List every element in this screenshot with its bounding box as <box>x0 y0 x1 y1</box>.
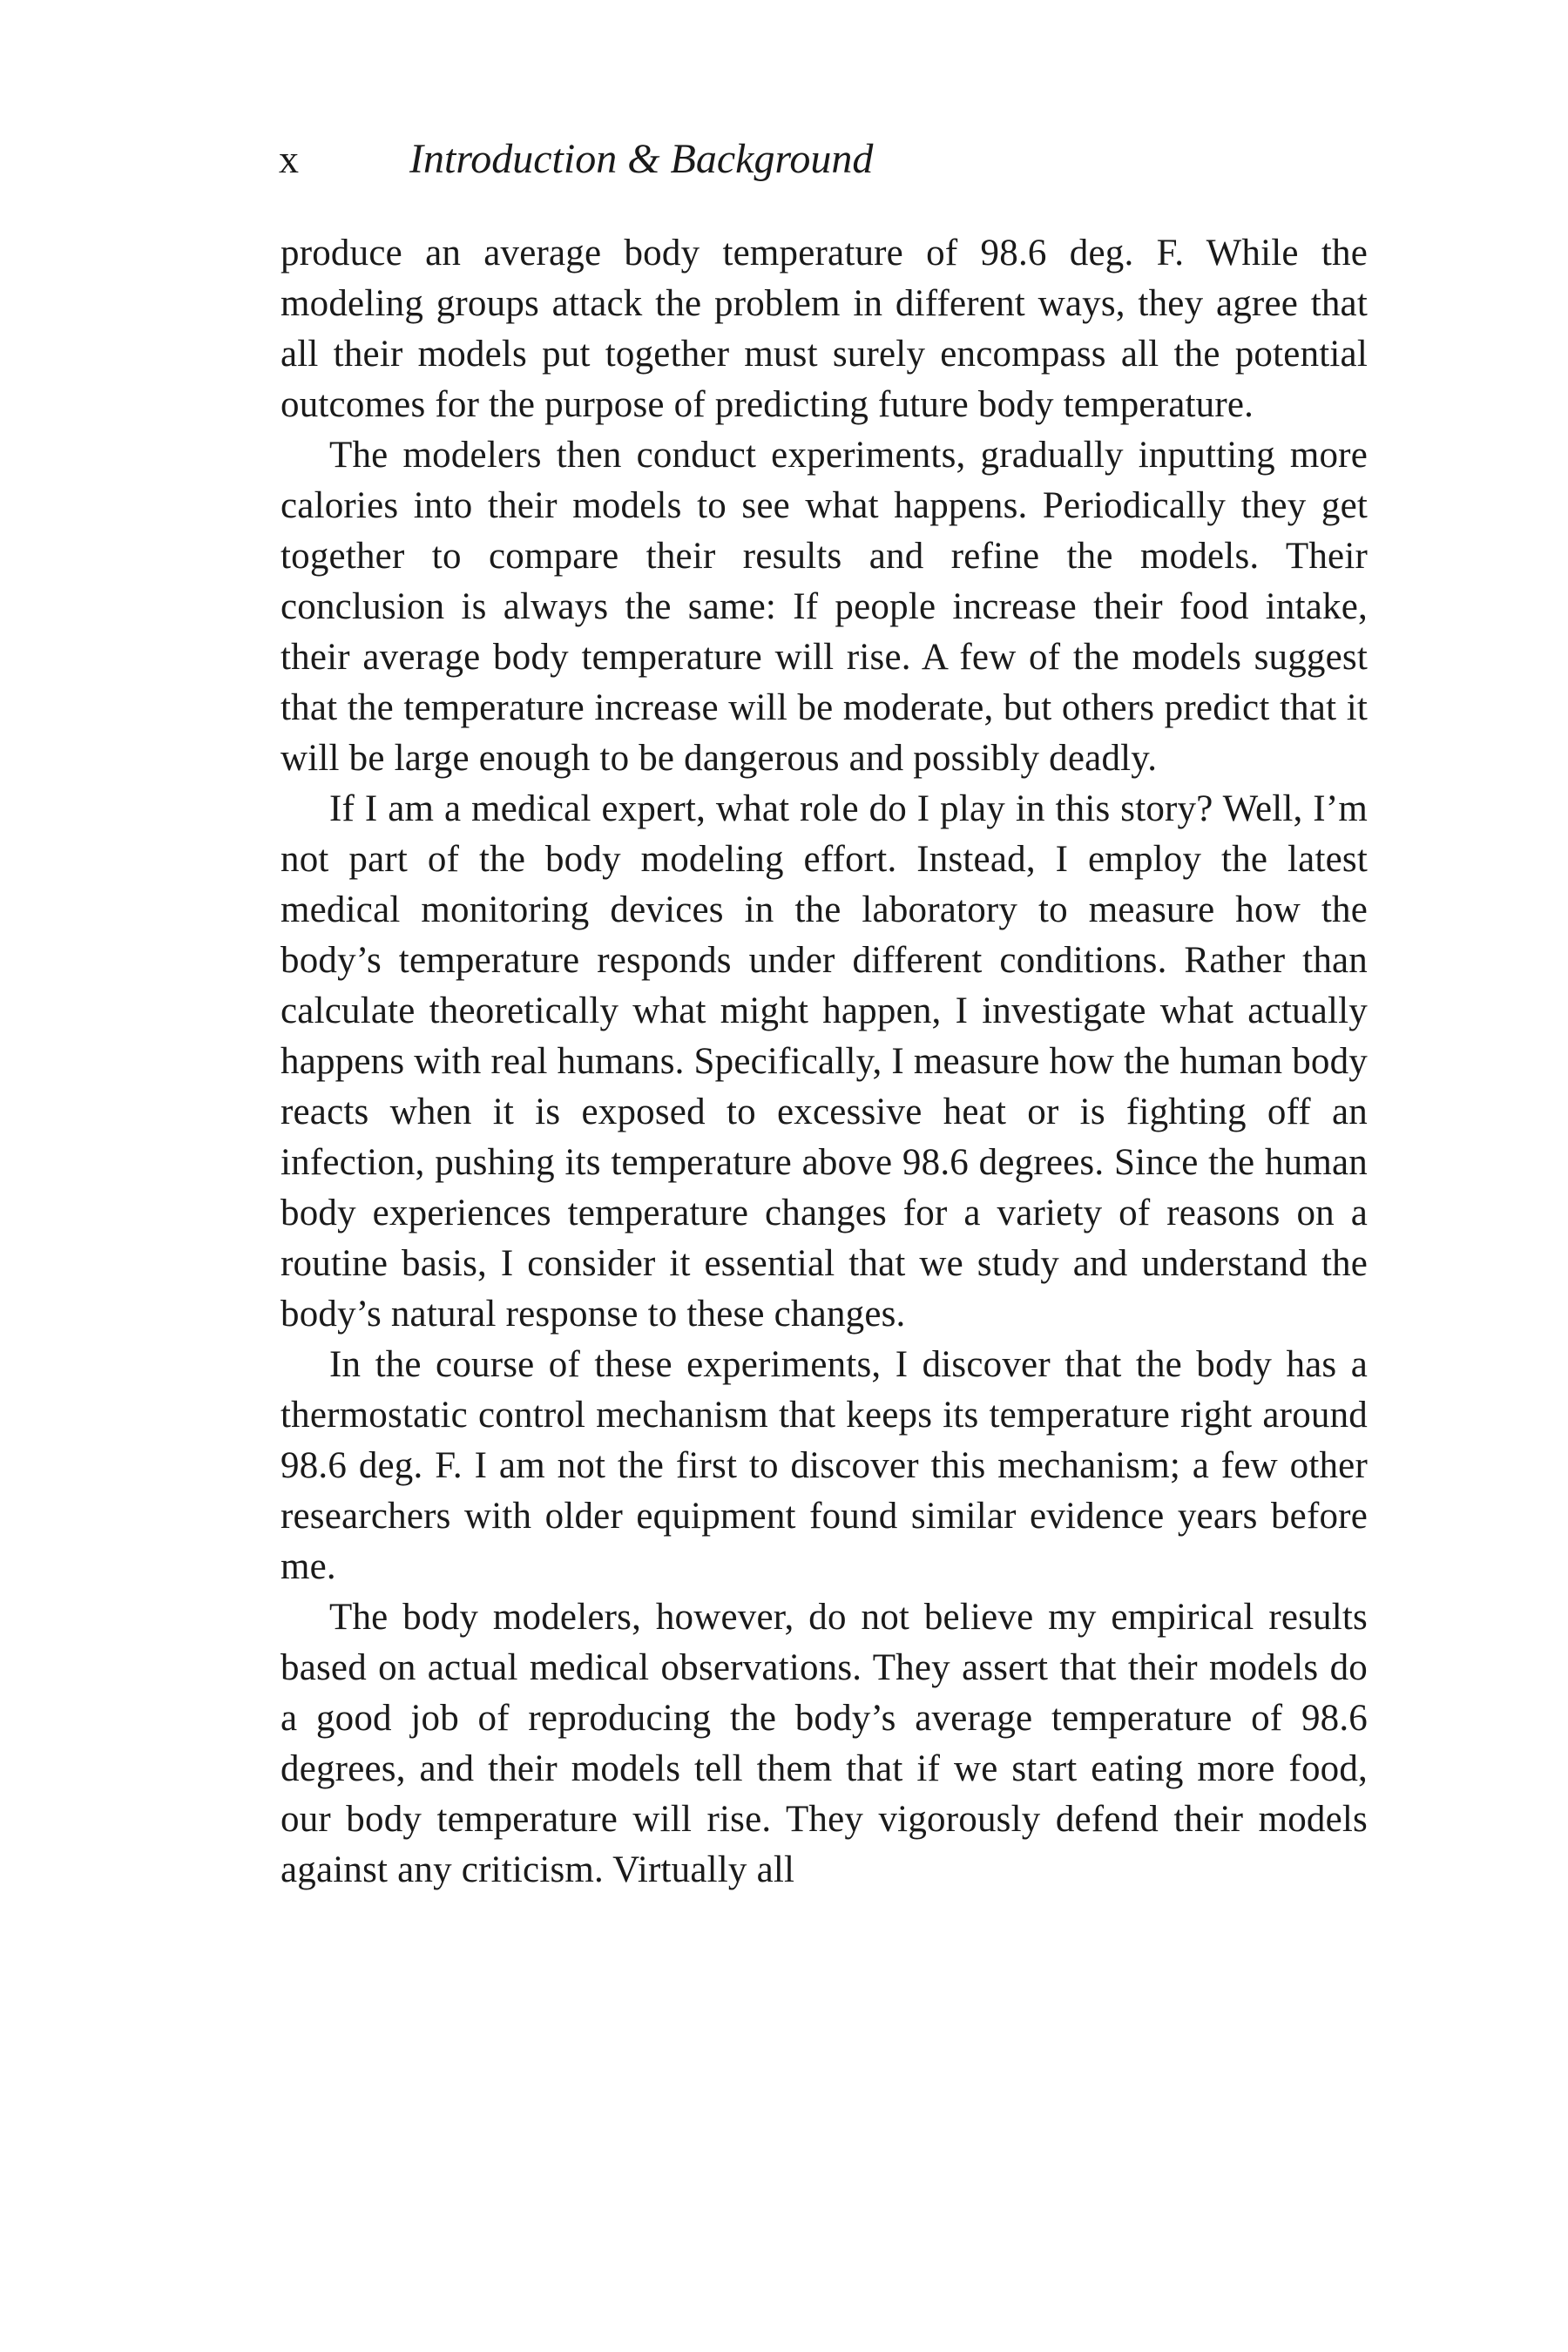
page-number: x <box>279 137 300 181</box>
paragraph-continued: produce an average body temperature of 98.6 deg. F. While the modeling groups attack the problem in different ways, they agree that all their models put together must surely encompass all the potential outcomes for the purpose of predicting future body temperature. <box>280 233 1368 425</box>
paragraph: In the course of these experiments, I discover that the body has a thermostatic control mechanism that keeps its temperature right around 98.6 deg. F. I am not the first to discover this mechanism; a few other researchers with older equipment found similar evidence years before me. <box>280 1344 1368 1587</box>
body-text <box>280 228 1368 1896</box>
paragraph: If I am a medical expert, what role do I play in this story? Well, I’m not part of the body modeling effort. Instead, I employ the latest medical monitoring devices in the laboratory to measure how the body’s temperature responds under different conditions. Rather than calculate theoretically what might happen, I investigate what actually happens with real humans. Specifically, I measure how the human body reacts when it is exposed to excessive heat or is fighting off an infection, pushing its temperature above 98.6 degrees. Since the human body experiences temperature changes for a variety of reasons on a routine basis, I consider it essential that we study and understand the body’s natural response to these changes. <box>280 788 1368 1335</box>
paragraph: The modelers then conduct experiments, gradually inputting more calories into their models to see what happens. Periodically they get together to compare their results and refine the models. Their conclusion is always the same: If people increase their food intake, their average body temperature will rise. A few of the models suggest that the temperature increase will be moderate, but others predict that it will be large enough to be dangerous and possibly deadly. <box>280 435 1368 779</box>
paragraph: The body modelers, however, do not believe my empirical results based on actual medical observations. They assert that their models do a good job of reproducing the body’s average temperature of 98.6 degrees, and their models tell them that if we start eating more food, our body temperature will rise. They vigorously defend their models against any criticism. Virtually all <box>280 1597 1368 1890</box>
running-head <box>279 135 1368 205</box>
chapter-title: Introduction & Background <box>409 136 874 182</box>
